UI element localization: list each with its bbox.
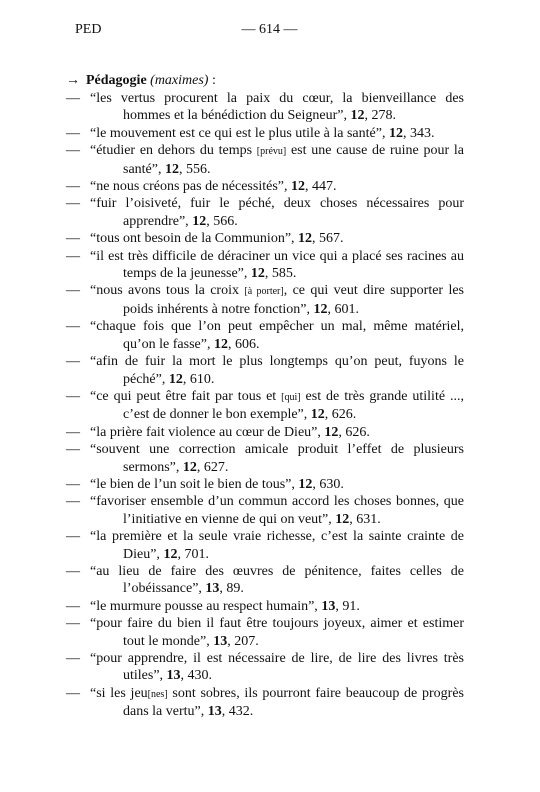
list-item	[66, 650, 464, 685]
maxim-text	[90, 650, 464, 685]
list-item	[66, 528, 464, 563]
maxim-part: “ce qui peut être fait par tous et	[90, 388, 282, 404]
topic-colon: :	[211, 73, 216, 88]
volume-number: 12	[250, 266, 265, 282]
maxim-part: “au lieu de faire des œuvres de pénitence, faites celles de l’obéissance”,	[90, 563, 464, 597]
maxim-text	[90, 90, 464, 125]
list-item	[66, 318, 464, 353]
dash-marker: —	[66, 319, 80, 335]
volume-number: 12	[192, 213, 207, 229]
arrow-icon: →	[66, 73, 80, 88]
volume-number: 12	[164, 161, 179, 177]
volume-number: 12	[290, 179, 305, 195]
editorial-insertion: [prévu]	[256, 146, 287, 158]
volume-number: 12	[298, 476, 313, 492]
entry-list	[66, 90, 464, 721]
maxim-text	[90, 318, 464, 353]
dash-marker: —	[66, 494, 80, 510]
list-item	[66, 125, 464, 142]
maxim-text	[90, 353, 464, 388]
volume-number: 12	[298, 231, 313, 247]
maxim-part: “nous avons tous la croix	[90, 283, 245, 299]
dash-marker: —	[66, 651, 80, 666]
maxim-part: “si les jeu	[90, 685, 148, 701]
list-item	[66, 282, 464, 318]
volume-number: 13	[207, 704, 222, 720]
maxim-text	[90, 142, 464, 178]
maxim-text	[90, 388, 464, 424]
dash-marker: —	[66, 283, 80, 299]
volume-number: 13	[205, 581, 220, 597]
dash-marker: —	[66, 442, 80, 458]
maxim-part: “les vertus procurent la paix du cœur, la bienveillance des hommes et la bénédiction du Seigneur”,	[90, 91, 464, 124]
list-item	[66, 90, 464, 125]
page-reference: , 626.	[338, 424, 370, 440]
maxim-text	[90, 195, 464, 230]
volume-number: 12	[310, 407, 325, 423]
list-item	[66, 388, 464, 424]
page-reference: , 610.	[182, 371, 215, 387]
page-reference: , 701.	[177, 546, 209, 562]
maxim-text	[90, 685, 464, 721]
maxim-text	[90, 493, 464, 528]
list-item	[66, 563, 464, 598]
maxim-text	[90, 248, 464, 283]
maxim-part: “fuir l’oisiveté, fuir le péché, deux choses nécessaires pour apprendre”,	[90, 196, 464, 229]
maxim-part: “tous ont besoin de la Communion”,	[90, 231, 299, 247]
volume-number: 12	[313, 301, 328, 317]
maxim-text	[90, 441, 464, 476]
list-item	[66, 476, 464, 493]
list-item	[66, 178, 464, 195]
running-head: PED	[75, 22, 102, 37]
dash-marker: —	[66, 424, 80, 440]
volume-number: 12	[168, 371, 183, 387]
page-reference: , 626.	[324, 407, 357, 423]
maxim-text	[90, 598, 464, 615]
list-item	[66, 248, 464, 283]
editorial-insertion: [qui]	[281, 391, 301, 403]
maxim-text	[90, 424, 464, 441]
volume-number: 12	[213, 336, 228, 352]
maxim-text	[90, 230, 464, 247]
dash-marker: —	[66, 179, 80, 195]
page-reference: , 606.	[227, 336, 260, 352]
list-item	[66, 493, 464, 528]
page-reference: , 89.	[219, 581, 244, 597]
list-item	[66, 685, 464, 721]
volume-number: 12	[163, 546, 178, 562]
page-reference: , 91.	[335, 598, 360, 614]
maxim-part: sont sobres, ils pourront faire beaucoup de progrès dans la vertu”,	[123, 685, 464, 720]
page-reference: , 207.	[227, 633, 259, 649]
page-reference: , 585.	[264, 266, 297, 282]
volume-number: 12	[182, 459, 197, 475]
maxim-text	[90, 528, 464, 563]
maxim-part: “la première et la seule vraie richesse, c’est la sainte crainte de Dieu”,	[90, 529, 464, 562]
list-item	[66, 441, 464, 476]
maxim-part: “pour apprendre, il est nécessaire de lire, de lire des livres très utiles”,	[90, 651, 464, 684]
topic-name: Pédagogie	[86, 73, 147, 88]
maxim-part: , ce qui veut dire supporter les poids inhérents à notre fonction”,	[123, 283, 464, 317]
volume-number: 12	[388, 125, 403, 141]
page-reference: , 630.	[312, 476, 344, 492]
volume-number: 13	[166, 668, 181, 684]
maxim-part: “le murmure pousse au respect humain”,	[90, 598, 322, 614]
maxim-part: “la prière fait violence au cœur de Dieu”,	[90, 424, 325, 440]
maxim-part: “le mouvement est ce qui est le plus utile à la santé”,	[90, 125, 389, 141]
maxim-text	[90, 563, 464, 598]
page-number: — 614 —	[241, 22, 298, 37]
volume-number: 13	[213, 633, 228, 649]
list-item	[66, 353, 464, 388]
list-item	[66, 424, 464, 441]
list-item	[66, 195, 464, 230]
maxim-part: “ne nous créons pas de nécessités”,	[90, 179, 291, 195]
list-item	[66, 230, 464, 247]
maxim-text	[90, 476, 464, 493]
maxim-text	[90, 178, 464, 195]
page-header	[75, 22, 464, 42]
dash-marker: —	[66, 598, 80, 614]
maxim-part: est de très grande utilité ..., c’est de donner le bon exemple”,	[123, 388, 464, 423]
volume-number: 13	[321, 598, 336, 614]
topic-qualifier: (maximes)	[150, 73, 209, 88]
maxim-text	[90, 125, 464, 142]
maxim-part: “le bien de l’un soit le bien de tous”,	[90, 476, 299, 492]
maxim-part: “afin de fuir la mort le plus longtemps qu’on peut, fuyons le péché”,	[90, 354, 464, 387]
page-reference: , 432.	[221, 704, 254, 720]
dash-marker: —	[66, 143, 80, 159]
maxim-part: “souvent une correction amicale produit l’effet de plusieurs sermons”,	[90, 442, 464, 475]
volume-number: 12	[324, 424, 339, 440]
dash-marker: —	[66, 125, 80, 141]
dash-marker: —	[66, 231, 80, 247]
dash-marker: —	[66, 563, 80, 579]
list-item	[66, 598, 464, 615]
page-reference: , 343.	[402, 125, 435, 141]
editorial-insertion: [nes]	[147, 688, 168, 700]
page-reference: , 566.	[206, 213, 238, 229]
dash-marker: —	[66, 196, 80, 212]
dash-marker: —	[66, 91, 80, 106]
page-reference: , 631.	[349, 511, 381, 527]
dash-marker: —	[66, 354, 80, 370]
maxim-part: “favoriser ensemble d’un commun accord les choses bonnes, que l’initiative en vienne de qui on veut”,	[90, 494, 464, 527]
dash-marker: —	[66, 388, 80, 404]
list-item	[66, 142, 464, 178]
editorial-insertion: [à porter]	[244, 286, 284, 298]
volume-number: 12	[335, 511, 350, 527]
page-reference: , 601.	[327, 301, 360, 317]
maxim-part: “chaque fois que l’on peut empêcher un mal, même matériel, qu’on le fasse”,	[90, 319, 464, 352]
dash-marker: —	[66, 685, 80, 701]
list-item	[66, 615, 464, 650]
maxim-text	[90, 282, 464, 318]
page-reference: , 430.	[180, 668, 213, 684]
page-reference: , 556.	[178, 161, 211, 177]
maxim-part: “étudier en dehors du temps	[90, 143, 257, 159]
dash-marker: —	[66, 616, 80, 632]
page-reference: , 567.	[312, 231, 344, 247]
dash-marker: —	[66, 529, 80, 545]
page-reference: , 447.	[304, 179, 337, 195]
page-reference: , 627.	[196, 459, 229, 475]
dash-marker: —	[66, 248, 80, 264]
maxim-part: est une cause de ruine pour la santé”,	[123, 143, 465, 177]
maxim-text	[90, 615, 464, 650]
volume-number: 12	[350, 108, 365, 124]
topic-heading	[66, 72, 216, 89]
maxim-part: “pour faire du bien il faut être toujours joyeux, aimer et estimer tout le monde”,	[90, 616, 464, 649]
maxim-part: “il est très difficile de déraciner un vice qui a placé ses racines au temps de la jeunesse”,	[90, 248, 464, 282]
page-reference: , 278.	[364, 108, 396, 124]
dash-marker: —	[66, 476, 80, 492]
